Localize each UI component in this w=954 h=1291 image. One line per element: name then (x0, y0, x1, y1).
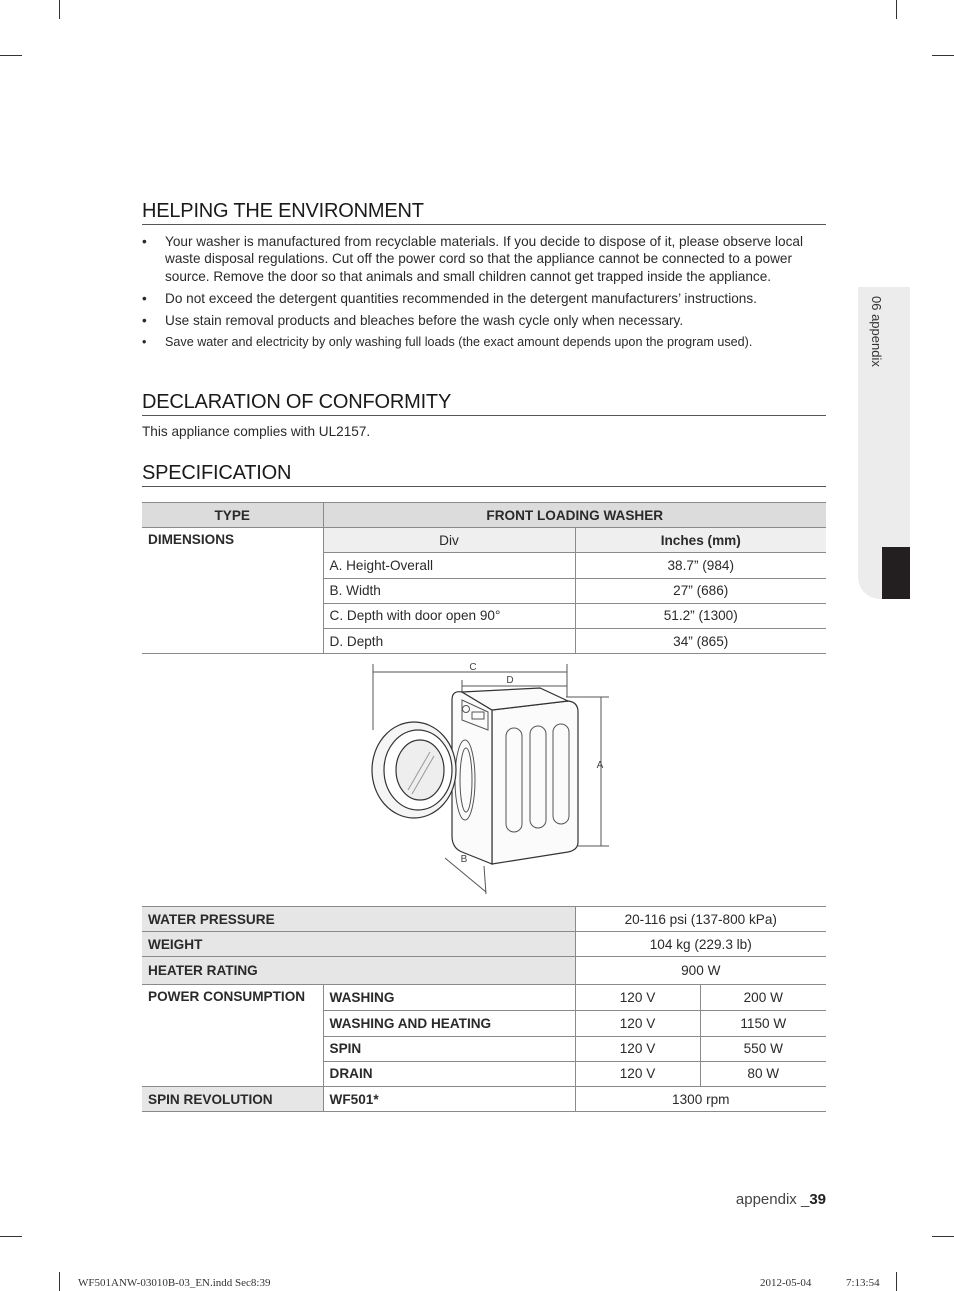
power-mode: WASHING AND HEATING (323, 1011, 575, 1036)
side-tab-marker (882, 547, 910, 599)
dimensions-table (142, 502, 826, 654)
power-watt: 200 W (700, 985, 826, 1011)
table-row (142, 985, 826, 1011)
power-mode: DRAIN (323, 1061, 575, 1086)
spin-value: 1300 rpm (575, 1086, 826, 1111)
crop-mark (896, 1272, 897, 1291)
diagram-label-a: A (596, 760, 604, 771)
diagram-label-d: D (506, 675, 514, 686)
specification-title: SPECIFICATION (142, 462, 826, 487)
weight-value: 104 kg (229.3 lb) (575, 932, 826, 957)
spin-model: WF501* (323, 1086, 575, 1111)
power-mode: WASHING (323, 985, 575, 1011)
dim-name: A. Height-Overall (323, 553, 575, 578)
water-pressure-label: WATER PRESSURE (142, 907, 575, 932)
dimensions-label: DIMENSIONS (142, 528, 323, 654)
dim-value: 38.7” (984) (575, 553, 826, 578)
page-number (736, 1191, 826, 1208)
dim-name: B. Width (323, 578, 575, 603)
washer-dimension-diagram (360, 658, 620, 898)
crop-mark (0, 55, 22, 56)
specification-table (142, 906, 826, 1112)
table-row (142, 1086, 826, 1111)
diagram-label-b: B (460, 854, 468, 865)
div-header: Div (323, 528, 575, 553)
crop-mark (59, 0, 60, 19)
declaration-title: DECLARATION OF CONFORMITY (142, 391, 826, 416)
power-watt: 80 W (700, 1061, 826, 1086)
power-watt: 550 W (700, 1036, 826, 1061)
crop-mark (59, 1272, 60, 1291)
dim-value: 27” (686) (575, 578, 826, 603)
inches-header: Inches (mm) (575, 528, 826, 553)
power-volt: 120 V (575, 1061, 700, 1086)
list-item: • Your washer is manufactured from recyclable materials. If you decide to dispose of it, please observe local waste disposal regulations. Cut off the power cord so that the appliance cannot be connected to a power source. Remove the door so that animals and small children cannot get trapped inside the appliance. (142, 234, 803, 284)
crop-mark (932, 55, 954, 56)
type-value: FRONT LOADING WASHER (323, 503, 826, 528)
water-pressure-value: 20-116 psi (137-800 kPa) (575, 907, 826, 932)
list-item: • Save water and electricity by only washing full loads (the exact amount depends upon the program used). (142, 334, 753, 349)
footer-time: 7:13:54 (846, 1277, 880, 1289)
table-row (142, 932, 826, 957)
footer-file: WF501ANW-03010B-03_EN.indd Sec8:39 (78, 1277, 271, 1289)
heater-label: HEATER RATING (142, 957, 575, 985)
page-number-value: 39 (809, 1191, 826, 1208)
power-watt: 1150 W (700, 1011, 826, 1036)
table-row (142, 957, 826, 985)
power-volt: 120 V (575, 1036, 700, 1061)
side-tab-label: 06 appendix (869, 296, 884, 367)
diagram-label-c: C (469, 662, 477, 673)
helping-list (142, 233, 822, 356)
list-item: • Do not exceed the detergent quantities recommended in the detergent manufacturers’ instructions. (142, 290, 757, 306)
dim-name: C. Depth with door open 90° (323, 603, 575, 628)
power-volt: 120 V (575, 1011, 700, 1036)
page-label: appendix _ (735, 1191, 810, 1208)
dim-value: 34” (865) (575, 628, 826, 653)
crop-mark (896, 0, 897, 19)
heater-value: 900 W (575, 957, 826, 985)
dim-value: 51.2” (1300) (575, 603, 826, 628)
dim-name: D. Depth (323, 628, 575, 653)
power-volt: 120 V (575, 985, 700, 1011)
crop-mark (932, 1236, 954, 1237)
footer-date: 2012-05-04 (760, 1277, 812, 1289)
power-label: POWER CONSUMPTION (142, 985, 323, 1087)
power-mode: SPIN (323, 1036, 575, 1061)
weight-label: WEIGHT (142, 932, 575, 957)
declaration-text: This appliance complies with UL2157. (142, 424, 371, 439)
list-item: • Use stain removal products and bleaches before the wash cycle only when necessary. (142, 312, 684, 328)
type-label: TYPE (142, 503, 323, 528)
crop-mark (0, 1236, 22, 1237)
table-row (142, 907, 826, 932)
helping-title: HELPING THE ENVIRONMENT (142, 200, 826, 225)
spin-label: SPIN REVOLUTION (142, 1086, 323, 1111)
